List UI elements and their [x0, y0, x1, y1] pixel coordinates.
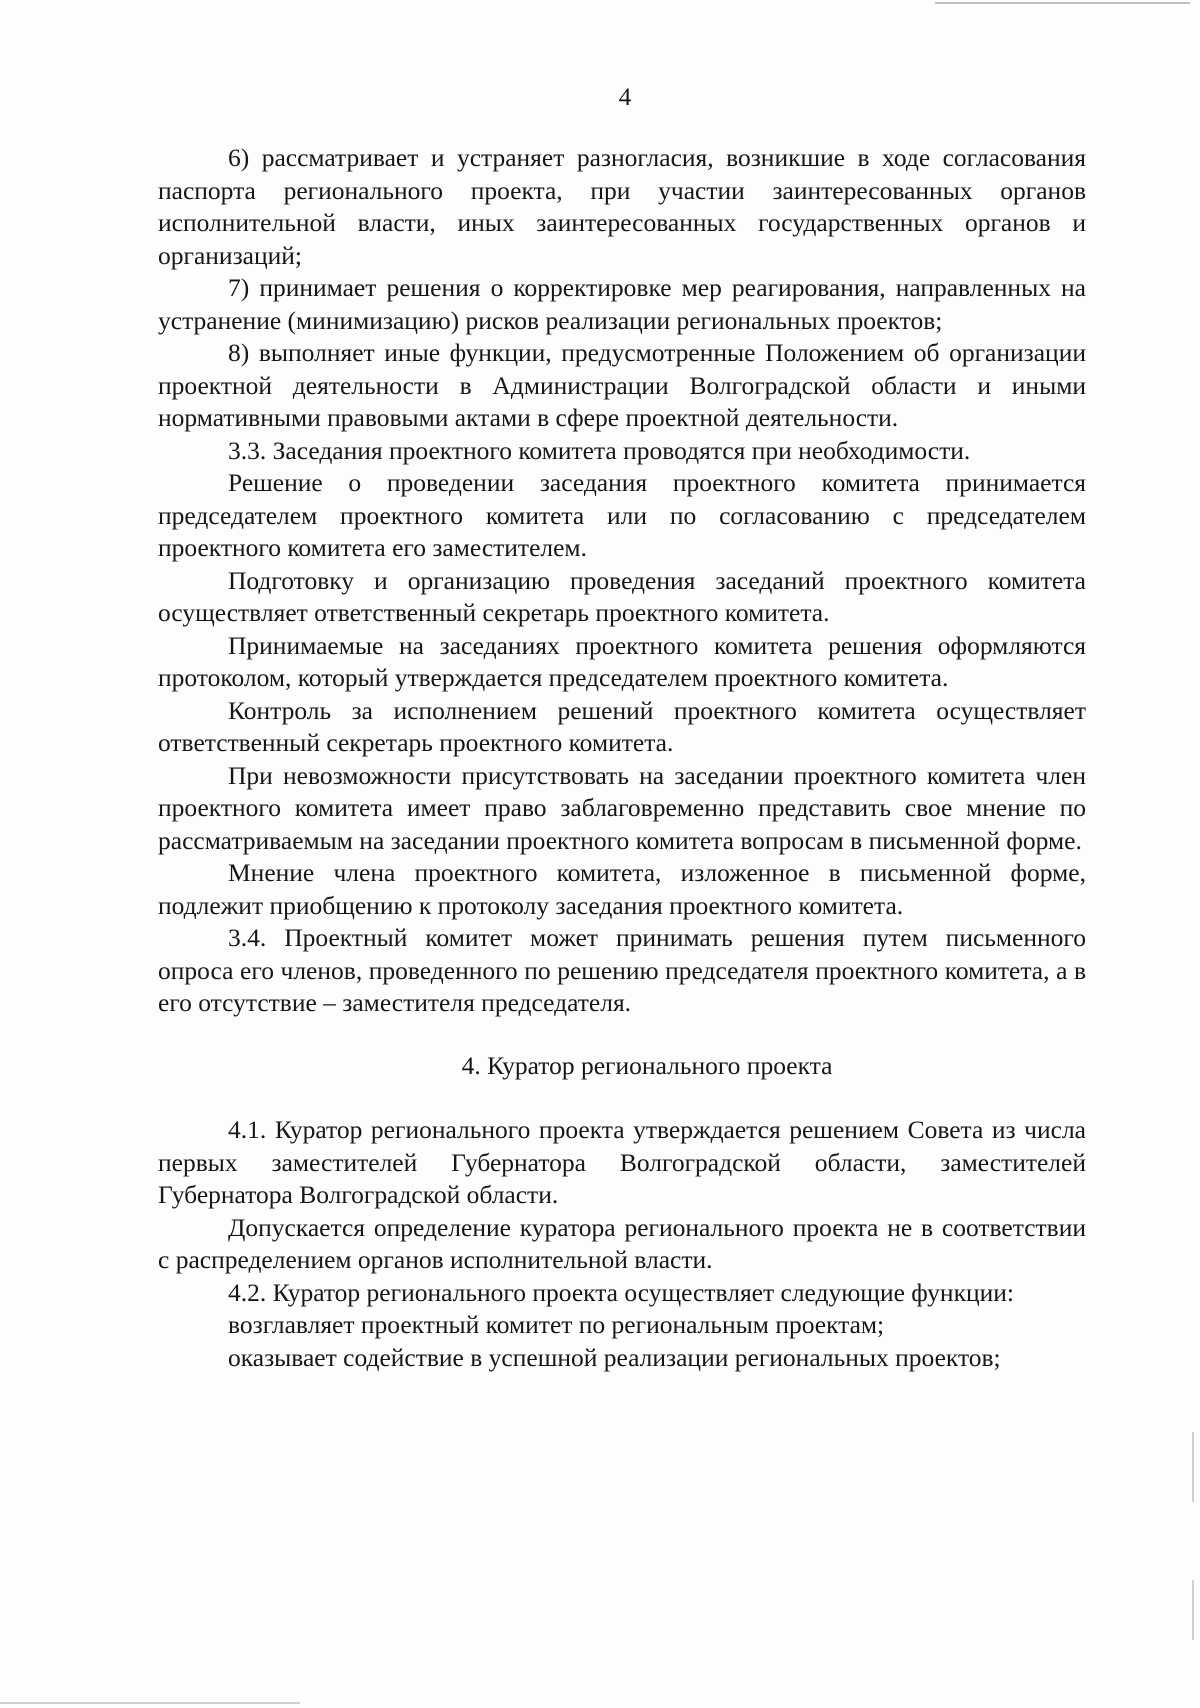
paragraph-written-opinion: Мнение члена проектного комитета, изложенное в письменной форме, подлежит приобщению к протоколу заседания проектного комитета. — [158, 858, 1086, 920]
paragraph-decisions-control: Контроль за исполнением решений проектного комитета осуществляет ответственный секретарь проектного комитета. — [158, 695, 1086, 757]
paragraph-item-8: 8) выполняет иные функции, предусмотренные Положением об организации проектной деятельности в Администрации Волгоградской области и иными нормативными правовыми актами в сфере проектной деятельности. — [158, 338, 1086, 432]
paragraph-4-2: 4.2. Куратор регионального проекта осуществляет следующие функции: — [228, 1277, 1014, 1307]
section-heading: 4. Куратор регионального проекта — [461, 1050, 833, 1080]
paragraph-meeting-preparation: Подготовку и организацию проведения заседаний проектного комитета осуществляет ответственный секретарь проектного комитета. — [158, 565, 1086, 627]
scan-edge-bottom — [0, 1702, 300, 1704]
scan-edge-right-lower — [1192, 1580, 1194, 1640]
paragraph-meeting-decision: Решение о проведении заседания проектного комитета принимается председателем проектного комитета или по согласованию с председателем проектного комитета его заместителем. — [158, 468, 1086, 562]
paragraph-3-3: 3.3. Заседания проектного комитета проводятся при необходимости. — [228, 435, 971, 465]
paragraph-function-support: оказывает содействие в успешной реализации региональных проектов; — [228, 1342, 1001, 1372]
paragraph-4-1: 4.1. Куратор регионального проекта утверждается решением Совета из числа первых заместителей Губернатора Волгоградской области, заместителей Губернатора Волгоградской области. — [158, 1115, 1086, 1209]
paragraph-decisions-protocol: Принимаемые на заседаниях проектного комитета решения оформляются протоколом, который утверждается председателем проектного комитета. — [158, 630, 1086, 692]
paragraph-absence-opinion: При невозможности присутствовать на заседании проектного комитета член проектного комитета имеет право заблаговременно представить свое мнение по рассматриваемым на заседании проектного комитета вопросам в письменной форме. — [158, 760, 1086, 855]
page-number: 4 — [618, 84, 632, 111]
paragraph-function-lead: возглавляет проектный комитет по региональным проектам; — [228, 1310, 885, 1339]
document-body — [158, 142, 1086, 1374]
scan-edge-top — [935, 2, 1190, 4]
paragraph-3-4: 3.4. Проектный комитет может принимать решения путем письменного опроса его членов, проведенного по решению председателя проектного комитета, а в его отсутствие – заместителя председателя. — [158, 923, 1086, 1017]
scan-edge-right-upper — [1192, 1432, 1194, 1502]
paragraph-curator-exception: Допускается определение куратора регионального проекта не в соответствии с распределением органов исполнительной власти. — [158, 1212, 1086, 1274]
paragraph-item-6: 6) рассматривает и устраняет разногласия, возникшие в ходе согласования паспорта регионального проекта, при участии заинтересованных органов исполнительной власти, иных заинтересованных государственных органов и организаций; — [158, 143, 1086, 270]
paragraph-item-7: 7) принимает решения о корректировке мер реагирования, направленных на устранение (минимизацию) рисков реализации региональных проектов; — [158, 273, 1086, 335]
